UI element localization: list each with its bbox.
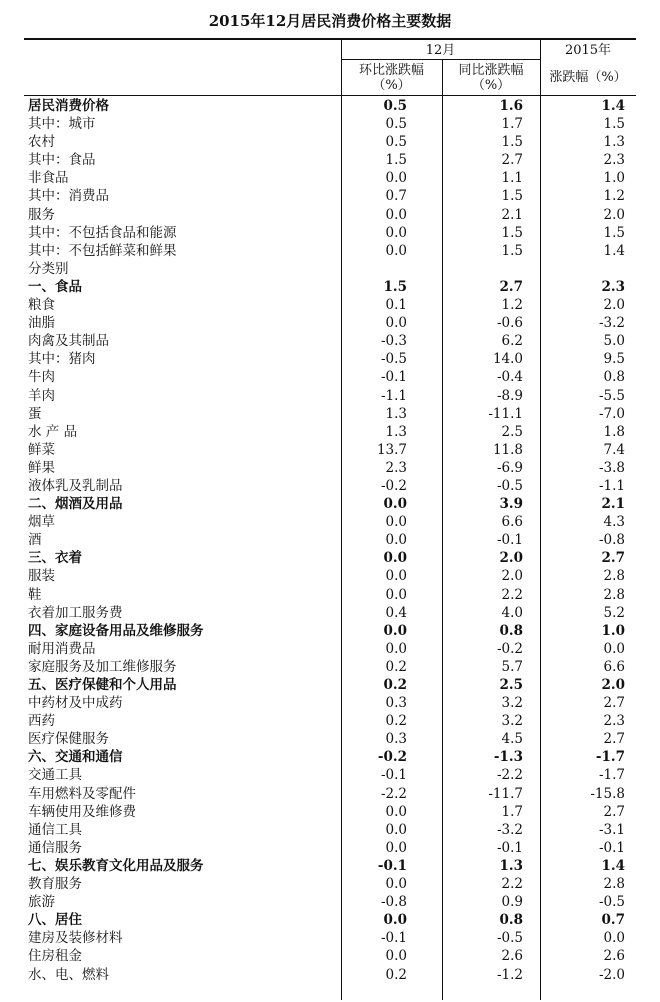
- table-row: [24, 278, 636, 296]
- row-year-change: -3.8: [598, 459, 625, 476]
- row-yoy-change: -0.6: [496, 315, 523, 332]
- row-yoy-change: 2.6: [501, 948, 523, 965]
- row-mom-change: 0.0: [385, 839, 407, 856]
- row-label: 通信工具: [28, 821, 82, 838]
- row-yoy-change: 1.7: [501, 116, 523, 133]
- row-mom-change: 0.0: [385, 586, 407, 603]
- row-label: 服装: [28, 568, 55, 585]
- row-mom-change: 1.3: [385, 423, 407, 440]
- table-row: [24, 911, 636, 929]
- row-label: 水 产 品: [28, 423, 78, 440]
- header-mom-line2: （%）: [372, 78, 411, 93]
- table-row: [24, 658, 636, 676]
- table-row: [24, 839, 636, 857]
- row-mom-change: -0.1: [380, 767, 407, 784]
- header-group-rule: [341, 59, 540, 60]
- row-label: 其中：不包括鲜菜和鲜果: [28, 242, 177, 259]
- row-yoy-change: -0.1: [496, 532, 523, 549]
- row-yoy-change: 2.5: [501, 423, 523, 440]
- row-mom-change: -0.2: [377, 749, 407, 766]
- row-year-change: 0.0: [603, 640, 625, 657]
- table-row: [24, 133, 636, 151]
- row-year-change: -1.7: [598, 767, 625, 784]
- row-mom-change: 13.7: [376, 441, 407, 458]
- row-year-change: 2.7: [603, 803, 625, 820]
- row-year-change: 1.4: [603, 242, 625, 259]
- row-mom-change: 0.0: [385, 514, 407, 531]
- row-year-change: 6.6: [603, 658, 625, 675]
- row-mom-change: 0.0: [385, 170, 407, 187]
- row-mom-change: 0.2: [385, 966, 407, 983]
- row-mom-change: 1.3: [385, 405, 407, 422]
- row-mom-change: -0.1: [377, 857, 407, 874]
- row-yoy-change: 4.5: [501, 731, 523, 748]
- row-year-change: 2.0: [601, 677, 625, 693]
- row-year-change: 1.5: [603, 116, 625, 133]
- row-label: 其中：猪肉: [28, 351, 96, 368]
- row-year-change: 2.3: [603, 152, 625, 169]
- table-top-rule: [24, 38, 636, 40]
- row-label: 三、衣着: [28, 550, 82, 567]
- row-mom-change: 0.0: [385, 315, 407, 332]
- row-mom-change: 0.0: [385, 803, 407, 820]
- table-row: [24, 260, 636, 278]
- row-year-change: 2.0: [603, 297, 625, 314]
- row-label: 非食品: [28, 170, 69, 187]
- row-mom-change: 0.2: [385, 658, 407, 675]
- row-yoy-change: -3.2: [496, 821, 523, 838]
- row-yoy-change: -6.9: [496, 459, 523, 476]
- row-label: 分类别: [28, 260, 69, 277]
- row-year-change: -0.1: [598, 839, 625, 856]
- row-year-change: 2.7: [601, 550, 625, 567]
- row-year-change: 2.1: [601, 496, 625, 513]
- table-row: [24, 441, 636, 459]
- row-year-change: 9.5: [603, 351, 625, 368]
- table-row: [24, 350, 636, 368]
- table-row: [24, 459, 636, 477]
- row-label: 水、电、燃料: [28, 966, 109, 983]
- row-year-change: 0.0: [603, 930, 625, 947]
- row-year-change: 2.8: [603, 586, 625, 603]
- row-yoy-change: -0.5: [496, 477, 523, 494]
- row-year-change: -2.0: [598, 966, 625, 983]
- row-label: 中药材及中成药: [28, 695, 123, 712]
- row-mom-change: -0.1: [380, 369, 407, 386]
- table-body: [24, 97, 636, 984]
- row-label: 粮食: [28, 297, 55, 314]
- row-mom-change: 0.0: [385, 568, 407, 585]
- table-row: [24, 893, 636, 911]
- row-label: 蛋: [28, 405, 42, 422]
- row-yoy-change: 2.2: [501, 876, 523, 893]
- row-label: 肉禽及其制品: [28, 333, 109, 350]
- row-mom-change: -2.2: [380, 785, 407, 802]
- row-label: 烟草: [28, 514, 55, 531]
- row-mom-change: 0.2: [383, 677, 407, 693]
- table-row: [24, 332, 636, 350]
- row-label: 液体乳及乳制品: [28, 477, 123, 494]
- row-year-change: -5.5: [598, 387, 625, 404]
- row-yoy-change: 1.2: [501, 297, 523, 314]
- row-mom-change: 0.0: [383, 550, 407, 567]
- row-mom-change: -0.8: [380, 894, 407, 911]
- row-label: 居民消费价格: [28, 98, 109, 114]
- row-year-change: 1.4: [601, 98, 625, 114]
- table-row: [24, 405, 636, 423]
- table-row: [24, 712, 636, 730]
- table-row: [24, 423, 636, 441]
- header-bottom-rule: [24, 95, 636, 96]
- row-year-change: 1.8: [603, 423, 625, 440]
- row-yoy-change: 11.8: [492, 441, 523, 458]
- row-label: 旅游: [28, 894, 55, 911]
- row-yoy-change: 6.6: [501, 514, 523, 531]
- table-row: [24, 875, 636, 893]
- row-label: 通信服务: [28, 839, 82, 856]
- row-yoy-change: 3.9: [499, 496, 523, 513]
- row-year-change: -15.8: [590, 785, 625, 802]
- row-year-change: 4.3: [603, 514, 625, 531]
- row-yoy-change: 2.0: [499, 550, 523, 567]
- row-label: 七、娱乐教育文化用品及服务: [28, 857, 204, 874]
- header-year-group: 2015年: [564, 43, 612, 58]
- row-mom-change: -0.2: [380, 477, 407, 494]
- row-year-change: 5.0: [603, 333, 625, 350]
- row-label: 住房租金: [28, 948, 82, 965]
- row-mom-change: 0.5: [385, 116, 407, 133]
- row-yoy-change: 1.5: [501, 188, 523, 205]
- table-row: [24, 296, 636, 314]
- row-mom-change: 0.3: [385, 695, 407, 712]
- row-label: 其中：食品: [28, 152, 96, 169]
- row-yoy-change: 14.0: [492, 351, 523, 368]
- table-row: [24, 640, 636, 658]
- row-mom-change: 0.4: [385, 604, 407, 621]
- table-row: [24, 224, 636, 242]
- table-row: [24, 586, 636, 604]
- row-yoy-change: -0.1: [496, 839, 523, 856]
- row-mom-change: 0.0: [385, 821, 407, 838]
- row-yoy-change: 0.8: [499, 912, 523, 929]
- table-title: 2015年12月居民消费价格主要数据: [208, 12, 452, 30]
- row-label: 其中：不包括食品和能源: [28, 224, 177, 241]
- table-row: [24, 151, 636, 169]
- row-year-change: 1.4: [601, 857, 625, 874]
- header-year-change: 涨跌幅（%）: [549, 70, 627, 85]
- row-mom-change: 0.7: [385, 188, 407, 205]
- row-year-change: -0.5: [598, 894, 625, 911]
- row-label: 西药: [28, 713, 55, 730]
- row-mom-change: 0.0: [385, 948, 407, 965]
- table-row: [24, 676, 636, 694]
- row-mom-change: 0.1: [385, 297, 407, 314]
- row-yoy-change: -0.2: [496, 640, 523, 657]
- table-row: [24, 694, 636, 712]
- row-label: 家庭服务及加工维修服务: [28, 658, 177, 675]
- row-year-change: 1.5: [603, 224, 625, 241]
- row-yoy-change: 0.8: [499, 622, 523, 639]
- row-yoy-change: 1.1: [501, 170, 523, 187]
- row-mom-change: -0.3: [380, 333, 407, 350]
- table-row: [24, 803, 636, 821]
- row-label: 鲜果: [28, 459, 55, 476]
- row-year-change: 2.8: [603, 568, 625, 585]
- row-label: 交通工具: [28, 767, 82, 784]
- row-yoy-change: -8.9: [496, 387, 523, 404]
- row-label: 羊肉: [28, 387, 55, 404]
- table-row: [24, 513, 636, 531]
- row-label: 其中：消费品: [28, 188, 109, 205]
- row-year-change: 2.8: [603, 876, 625, 893]
- row-label: 四、家庭设备用品及维修服务: [28, 622, 204, 639]
- row-year-change: 7.4: [603, 441, 625, 458]
- row-label: 服务: [28, 206, 55, 223]
- table-row: [24, 567, 636, 585]
- row-year-change: 2.3: [603, 713, 625, 730]
- table-row: [24, 368, 636, 386]
- table-row: [24, 549, 636, 567]
- header-yoy-line2: （%）: [471, 78, 511, 93]
- table-row: [24, 477, 636, 495]
- row-yoy-change: 2.7: [501, 152, 523, 169]
- table-row: [24, 115, 636, 133]
- header-mom-line1: 环比涨跌幅: [358, 63, 424, 78]
- table-row: [24, 857, 636, 875]
- table-row: [24, 495, 636, 513]
- row-label: 鞋: [28, 586, 42, 603]
- row-yoy-change: 0.9: [501, 894, 523, 911]
- row-label: 农村: [28, 134, 55, 151]
- row-mom-change: 0.0: [385, 242, 407, 259]
- row-yoy-change: 2.1: [501, 206, 523, 223]
- table-row: [24, 314, 636, 332]
- row-yoy-change: -1.2: [496, 966, 523, 983]
- row-yoy-change: -1.3: [493, 749, 523, 766]
- row-label: 建房及装修材料: [28, 930, 123, 947]
- row-label: 牛肉: [28, 369, 55, 386]
- row-yoy-change: 2.7: [499, 278, 523, 295]
- row-year-change: 5.2: [603, 604, 625, 621]
- table-row: [24, 97, 636, 115]
- row-yoy-change: 3.2: [501, 695, 523, 712]
- row-mom-change: 0.0: [383, 622, 407, 639]
- row-year-change: 1.0: [601, 622, 625, 639]
- table-row: [24, 785, 636, 803]
- row-label: 一、食品: [28, 278, 82, 295]
- table-row: [24, 766, 636, 784]
- row-year-change: 2.3: [601, 278, 625, 295]
- row-yoy-change: -0.5: [496, 930, 523, 947]
- row-mom-change: -1.1: [380, 387, 407, 404]
- row-year-change: -0.8: [598, 532, 625, 549]
- row-year-change: 2.6: [603, 948, 625, 965]
- row-yoy-change: 4.0: [501, 604, 523, 621]
- row-mom-change: 0.0: [385, 876, 407, 893]
- table-row: [24, 821, 636, 839]
- table-row: [24, 242, 636, 260]
- row-year-change: 0.8: [603, 369, 625, 386]
- table-row: [24, 531, 636, 549]
- header-month-group: 12月: [425, 43, 456, 58]
- row-mom-change: 2.3: [385, 459, 407, 476]
- row-year-change: 0.7: [601, 912, 625, 929]
- row-yoy-change: -2.2: [496, 767, 523, 784]
- row-label: 油脂: [28, 315, 55, 332]
- row-mom-change: 0.2: [385, 713, 407, 730]
- row-label: 酒: [28, 532, 42, 549]
- row-yoy-change: 1.5: [501, 134, 523, 151]
- table-row: [24, 387, 636, 405]
- row-label: 六、交通和通信: [28, 749, 123, 766]
- row-label: 鲜菜: [28, 441, 55, 458]
- row-yoy-change: 2.0: [501, 568, 523, 585]
- row-label: 医疗保健服务: [28, 731, 109, 748]
- row-year-change: 2.0: [603, 206, 625, 223]
- row-mom-change: 0.0: [385, 206, 407, 223]
- row-yoy-change: 2.5: [499, 677, 523, 693]
- row-label: 五、医疗保健和个人用品: [28, 677, 177, 693]
- row-mom-change: 0.0: [383, 912, 407, 929]
- row-label: 车辆使用及维修费: [28, 803, 136, 820]
- row-yoy-change: 1.6: [499, 98, 523, 114]
- table-row: [24, 966, 636, 984]
- header-yoy-line1: 同比涨跌幅: [458, 63, 524, 78]
- row-mom-change: 0.5: [385, 134, 407, 151]
- row-year-change: -3.2: [598, 315, 625, 332]
- row-year-change: -1.7: [595, 749, 625, 766]
- row-mom-change: 0.0: [385, 640, 407, 657]
- row-yoy-change: -11.1: [488, 405, 523, 422]
- table-row: [24, 622, 636, 640]
- table-row: [24, 187, 636, 205]
- row-yoy-change: 2.2: [501, 586, 523, 603]
- row-year-change: -7.0: [598, 405, 625, 422]
- row-mom-change: 0.0: [383, 496, 407, 513]
- row-label: 车用燃料及零配件: [28, 785, 136, 802]
- row-mom-change: 1.5: [383, 278, 407, 295]
- row-yoy-change: 1.5: [501, 242, 523, 259]
- row-year-change: -3.1: [598, 821, 625, 838]
- table-row: [24, 604, 636, 622]
- table-row: [24, 929, 636, 947]
- row-mom-change: 0.3: [385, 731, 407, 748]
- row-yoy-change: 6.2: [501, 333, 523, 350]
- row-year-change: -1.1: [598, 477, 625, 494]
- row-mom-change: -0.5: [380, 351, 407, 368]
- table-row: [24, 169, 636, 187]
- table-row: [24, 206, 636, 224]
- row-yoy-change: 3.2: [501, 713, 523, 730]
- row-mom-change: 0.0: [385, 532, 407, 549]
- table-row: [24, 748, 636, 766]
- row-label: 耐用消费品: [28, 640, 96, 657]
- row-mom-change: 0.0: [385, 224, 407, 241]
- row-year-change: 1.2: [603, 188, 625, 205]
- row-label: 衣着加工服务费: [28, 604, 123, 621]
- row-year-change: 2.7: [603, 731, 625, 748]
- row-label: 教育服务: [28, 876, 82, 893]
- row-year-change: 2.7: [603, 695, 625, 712]
- row-mom-change: 0.5: [383, 98, 407, 114]
- row-yoy-change: -11.7: [488, 785, 523, 802]
- row-yoy-change: -0.4: [496, 369, 523, 386]
- row-label: 其中：城市: [28, 116, 96, 133]
- row-yoy-change: 1.7: [501, 803, 523, 820]
- table-row: [24, 947, 636, 965]
- row-year-change: 1.3: [603, 134, 625, 151]
- row-label: 二、烟酒及用品: [28, 496, 123, 513]
- row-year-change: 1.0: [603, 170, 625, 187]
- row-mom-change: -0.1: [380, 930, 407, 947]
- row-mom-change: 1.5: [385, 152, 407, 169]
- row-yoy-change: 1.3: [499, 857, 523, 874]
- table-row: [24, 730, 636, 748]
- row-label: 八、居住: [28, 912, 82, 929]
- row-yoy-change: 5.7: [501, 658, 523, 675]
- row-yoy-change: 1.5: [501, 224, 523, 241]
